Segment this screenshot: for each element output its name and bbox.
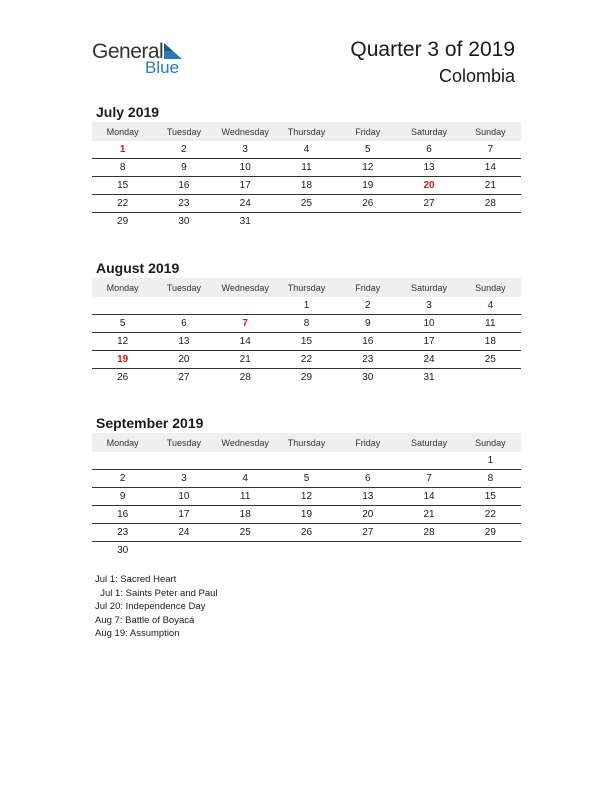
day-cell: 29 [117,216,129,227]
day-cell: 3 [398,297,459,315]
day-cell: 6 [337,470,398,488]
day-cell: 4 [460,297,521,315]
week-row [92,159,521,177]
week-row [92,315,521,333]
day-cell: 1 [276,297,337,315]
day-cell: 19 [92,351,153,369]
empty-day-cell [337,213,398,231]
weekday-header: Friday [337,278,398,297]
day-cell: 29 [460,524,521,542]
holiday-note: Jul 20: Independence Day [95,601,206,612]
day-cell: 10 [153,488,214,506]
holiday-note: Jul 1: Saints Peter and Paul [95,587,218,599]
weekday-header: Saturday [398,433,459,452]
day-cell: 7 [460,141,521,159]
day-cell: 25 [460,351,521,369]
day-cell: 23 [92,524,153,542]
day-cell: 11 [215,488,276,506]
day-cell: 17 [153,506,214,524]
logo-text-blue: Blue [145,58,180,77]
weekday-header: Friday [337,433,398,452]
holiday-note: Jul 1: Sacred Heart [95,574,177,585]
empty-day-cell [398,213,459,231]
day-cell: 16 [337,333,398,351]
day-cell: 21 [398,506,459,524]
weekday-header: Wednesday [215,122,276,141]
day-cell: 29 [300,372,313,383]
empty-day-cell [398,542,459,560]
day-cell: 20 [398,177,459,195]
day-cell: 14 [460,159,521,177]
empty-day-cell [276,542,337,560]
weekday-header: Sunday [460,433,521,452]
day-cell: 9 [92,488,153,506]
empty-day-cell [215,452,276,470]
holiday-note: Aug 7: Battle of Boyacá [95,614,195,626]
day-cell: 2 [153,141,214,159]
day-cell: 15 [276,333,337,351]
week-row [92,369,521,387]
day-cell: 22 [460,506,521,524]
weekday-header: Thursday [276,433,337,452]
empty-day-cell [153,542,214,560]
week-row [92,195,521,213]
empty-day-cell [153,452,214,470]
weekday-header: Tuesday [153,122,214,141]
week-row [92,213,521,231]
day-cell: 16 [92,506,153,524]
empty-day-cell [337,452,398,470]
day-cell: 28 [398,524,459,542]
week-row [92,141,521,159]
day-cell: 3 [153,470,214,488]
day-cell: 21 [215,351,276,369]
empty-day-cell [337,542,398,560]
day-cell: 15 [92,177,153,195]
week-row [92,177,521,195]
day-cell: 8 [92,159,153,177]
empty-day-cell [460,369,521,387]
weekday-header: Saturday [398,278,459,297]
day-cell: 5 [337,141,398,159]
day-cell: 24 [215,195,276,213]
day-cell: 26 [117,372,129,383]
day-cell: 15 [460,488,521,506]
day-cell: 17 [215,177,276,195]
day-cell: 27 [398,195,459,213]
day-cell: 30 [178,216,190,227]
day-cell: 7 [215,315,276,333]
day-cell: 20 [153,351,214,369]
day-cell: 14 [215,333,276,351]
day-cell: 12 [276,488,337,506]
day-cell: 17 [398,333,459,351]
day-cell: 22 [276,351,337,369]
weekday-header-row [92,122,521,141]
day-cell: 25 [276,195,337,213]
weekday-header: Thursday [276,122,337,141]
holiday-note: Aug 19: Assumption [95,628,180,639]
day-cell: 28 [460,195,521,213]
day-cell: 20 [337,506,398,524]
empty-day-cell [215,542,276,560]
weekday-header: Sunday [460,122,521,141]
month-title: July 2019 [96,104,160,120]
empty-day-cell [153,297,214,315]
day-cell: 27 [337,524,398,542]
day-cell: 10 [215,159,276,177]
day-cell: 25 [215,524,276,542]
day-cell: 23 [153,195,214,213]
day-cell: 31 [239,216,251,227]
day-cell: 12 [92,333,153,351]
empty-day-cell [276,452,337,470]
empty-day-cell [398,452,459,470]
month-title: August 2019 [96,260,180,276]
day-cell: 13 [398,159,459,177]
day-cell: 14 [398,488,459,506]
empty-day-cell [276,213,337,231]
logo-text-general: General [92,40,164,63]
day-cell: 26 [276,524,337,542]
logo [92,40,192,80]
calendar-grid [92,278,521,386]
weekday-header: Monday [92,433,153,452]
day-cell: 31 [423,372,435,383]
month-title: September 2019 [96,415,204,431]
day-cell: 28 [239,372,251,383]
day-cell: 30 [117,545,129,556]
day-cell: 4 [215,470,276,488]
day-cell: 13 [337,488,398,506]
day-cell: 3 [215,141,276,159]
week-row [92,452,521,470]
empty-day-cell [92,297,153,315]
calendar-grid [92,433,521,559]
weekday-header: Tuesday [153,278,214,297]
holiday-notes [95,573,218,641]
day-cell: 5 [92,315,153,333]
day-cell: 2 [337,297,398,315]
week-row [92,542,521,560]
week-row [92,351,521,369]
day-cell: 9 [153,159,214,177]
day-cell: 27 [178,372,190,383]
month-july [92,102,521,230]
week-row [92,333,521,351]
week-row [92,506,521,524]
calendar-grid [92,122,521,230]
weekday-header: Thursday [276,278,337,297]
day-cell: 5 [276,470,337,488]
day-cell: 12 [337,159,398,177]
weekday-header: Friday [337,122,398,141]
week-row [92,297,521,315]
day-cell: 26 [337,195,398,213]
day-cell: 16 [153,177,214,195]
month-august [92,258,521,386]
month-september [92,413,521,559]
day-cell: 13 [153,333,214,351]
empty-day-cell [215,297,276,315]
day-cell: 10 [398,315,459,333]
weekday-header: Wednesday [215,278,276,297]
day-cell: 11 [460,315,521,333]
day-cell: 21 [460,177,521,195]
week-row [92,470,521,488]
day-cell: 24 [153,524,214,542]
day-cell: 19 [276,506,337,524]
day-cell: 18 [215,506,276,524]
day-cell: 9 [337,315,398,333]
day-cell: 4 [276,141,337,159]
day-cell: 6 [398,141,459,159]
weekday-header: Monday [92,278,153,297]
day-cell: 1 [92,141,153,159]
empty-day-cell [460,213,521,231]
empty-day-cell [460,542,521,560]
day-cell: 2 [92,470,153,488]
day-cell: 24 [398,351,459,369]
weekday-header: Tuesday [153,433,214,452]
weekday-header: Monday [92,122,153,141]
day-cell: 18 [460,333,521,351]
day-cell: 22 [92,195,153,213]
day-cell: 8 [460,470,521,488]
empty-day-cell [92,452,153,470]
day-cell: 11 [276,159,337,177]
day-cell: 30 [362,372,374,383]
weekday-header-row [92,433,521,452]
page-title: Quarter 3 of 2019 [350,38,515,61]
weekday-header-row [92,278,521,297]
day-cell: 19 [337,177,398,195]
weekday-header: Saturday [398,122,459,141]
weekday-header: Wednesday [215,433,276,452]
weekday-header: Sunday [460,278,521,297]
day-cell: 6 [153,315,214,333]
day-cell: 23 [337,351,398,369]
week-row [92,524,521,542]
day-cell: 8 [276,315,337,333]
day-cell: 18 [276,177,337,195]
day-cell: 1 [460,452,521,470]
page-subtitle: Colombia [438,66,515,86]
week-row [92,488,521,506]
day-cell: 7 [398,470,459,488]
